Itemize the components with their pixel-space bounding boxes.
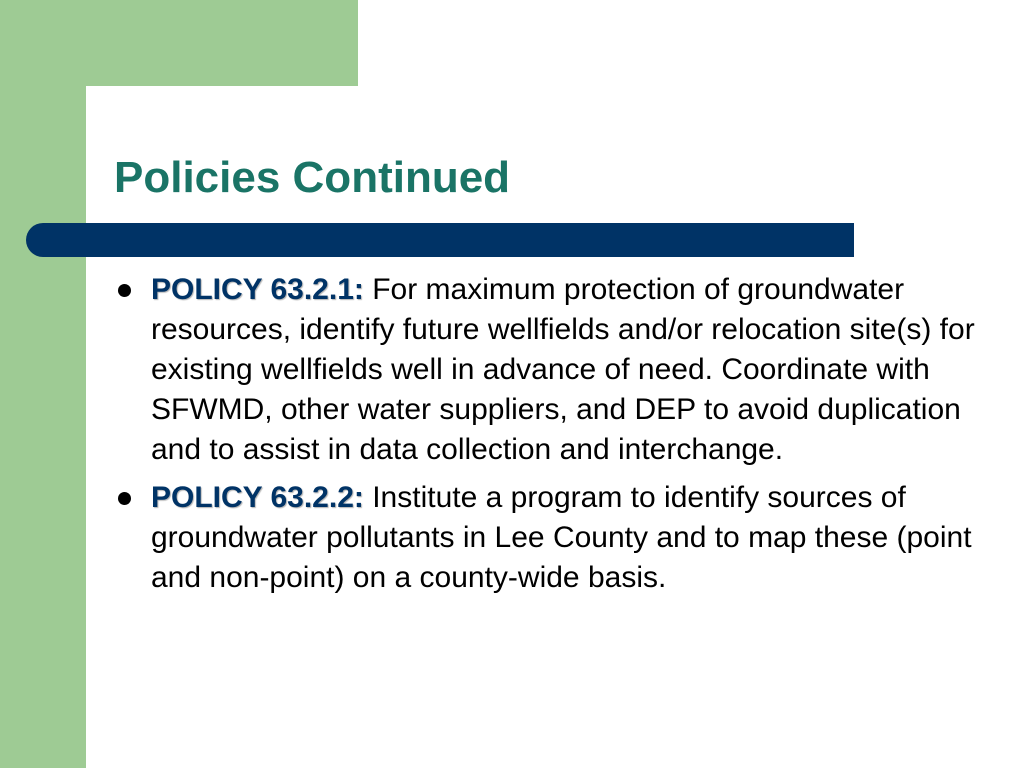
policy-item-63-2-2 bbox=[110, 478, 990, 598]
policy-list bbox=[110, 270, 990, 606]
policy-label: POLICY 63.2.1: bbox=[151, 273, 373, 306]
bullet-icon bbox=[118, 492, 131, 505]
policy-label: POLICY 63.2.2: bbox=[151, 481, 373, 514]
policy-text: For maximum protection of groundwater resources, identify future wellfields and/or relocation site(s) for existing wellfields well in advance of need. Coordinate with SFWMD, other water suppliers, and DEP to avoid duplication and to assist in data collection and interchange. bbox=[151, 273, 975, 466]
bullet-icon bbox=[118, 284, 131, 297]
policy-text: Institute a program to identify sources of groundwater pollutants in Lee County and to map these (point and non-point) on a county-wide basis. bbox=[151, 481, 972, 594]
title-underline-bar bbox=[26, 223, 854, 257]
left-green-band bbox=[0, 0, 86, 768]
policy-item-63-2-1 bbox=[110, 270, 990, 470]
top-green-band bbox=[0, 0, 358, 86]
slide-title: Policies Continued bbox=[114, 153, 511, 202]
